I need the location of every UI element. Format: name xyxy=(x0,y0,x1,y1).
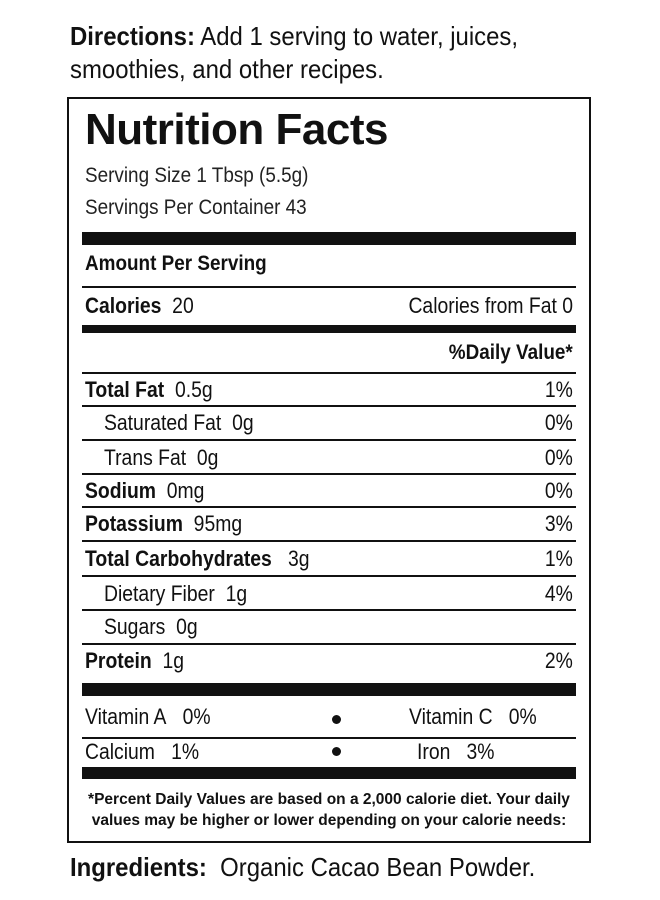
nutrient-dv: 0% xyxy=(545,410,573,435)
bullet-icon xyxy=(332,747,341,756)
nutrient-name: Dietary Fiber xyxy=(104,581,215,606)
nutrient-dv: 1% xyxy=(545,546,573,571)
calories-text xyxy=(85,293,194,319)
nutrient-row-saturated-fat xyxy=(82,406,576,438)
nutrient-amount: 1g xyxy=(162,648,185,673)
nutrient-dv: 3% xyxy=(545,511,573,536)
bullet-icon xyxy=(332,715,341,724)
directions-body: Add 1 serving to water, juices, smoothies, and other recipes. xyxy=(70,21,519,84)
thick-divider xyxy=(82,683,576,696)
nutrient-amount: 0g xyxy=(232,410,254,435)
nutrient-dv: 2% xyxy=(545,648,573,673)
nutrient-row-sugars xyxy=(82,610,576,642)
nutrient-amount: 0g xyxy=(176,614,198,639)
amount-per-serving: Amount Per Serving xyxy=(85,252,267,275)
divider xyxy=(82,286,576,288)
vitamin-dv: 0% xyxy=(182,704,211,729)
footnote xyxy=(82,789,576,831)
nutrient-amount: 3g xyxy=(287,546,310,571)
nutrient-row-protein xyxy=(82,644,576,676)
nutrient-row-total-carbohydrates xyxy=(82,542,576,574)
vitamin-dv: 1% xyxy=(171,739,200,764)
nutrient-label xyxy=(104,614,198,640)
nutrient-amount: 0.5g xyxy=(174,377,213,402)
nutrient-label xyxy=(104,445,218,471)
ingredients-heading: Ingredients: xyxy=(70,852,207,882)
vitamin-dv: 3% xyxy=(466,739,495,764)
nutrient-dv: 0% xyxy=(545,478,573,503)
medium-divider xyxy=(82,325,576,333)
daily-value-header: %Daily Value* xyxy=(449,341,573,364)
calories-label: Calories xyxy=(85,293,162,318)
vitamin-dv: 0% xyxy=(508,704,537,729)
iron xyxy=(417,739,494,765)
nutrient-row-trans-fat xyxy=(82,441,576,473)
thick-divider xyxy=(82,767,576,779)
nutrient-row-total-fat xyxy=(82,373,576,405)
directions-text xyxy=(70,20,548,86)
nutrient-name: Total Fat xyxy=(85,377,165,402)
nutrient-amount: 0g xyxy=(196,445,219,470)
vitamin-name: Calcium xyxy=(85,739,155,764)
nutrient-name: Trans Fat xyxy=(104,445,187,470)
vitamin-name: Iron xyxy=(417,739,451,764)
vitamin-c xyxy=(409,704,537,730)
nutrient-name: Protein xyxy=(85,648,152,673)
nutrient-dv: 1% xyxy=(545,377,573,402)
nutrient-label xyxy=(104,581,247,607)
nutrient-amount: 1g xyxy=(225,581,248,606)
nutrient-name: Potassium xyxy=(85,511,183,536)
footnote-line-1: *Percent Daily Values are based on a 2,000 calorie diet. Your daily xyxy=(88,791,570,808)
ingredients-text xyxy=(70,852,535,883)
nutrient-label xyxy=(85,511,242,537)
nutrient-row-dietary-fiber xyxy=(82,577,576,609)
vitamin-name: Vitamin C xyxy=(409,704,493,729)
calories-value: 20 xyxy=(172,293,194,318)
nutrient-label xyxy=(85,478,204,504)
nutrient-dv: 0% xyxy=(545,445,573,470)
nutrient-row-sodium xyxy=(82,474,576,506)
calories-from-fat: Calories from Fat 0 xyxy=(408,293,573,318)
calories-row xyxy=(82,289,576,321)
nutrient-name: Sugars xyxy=(104,614,166,639)
nutrient-name: Saturated Fat xyxy=(104,410,222,435)
nutrient-name: Total Carbohydrates xyxy=(85,546,272,571)
nutrient-label xyxy=(85,546,310,572)
nutrient-name: Sodium xyxy=(85,478,156,503)
vitamin-a xyxy=(85,704,211,730)
vitamin-name: Vitamin A xyxy=(85,704,167,729)
calcium xyxy=(85,739,199,765)
nutrient-label xyxy=(85,377,213,403)
nutrient-amount: 95mg xyxy=(193,511,243,536)
panel-title: Nutrition Facts xyxy=(85,105,388,154)
nutrient-label xyxy=(85,648,184,674)
nutrition-facts-panel xyxy=(67,97,591,843)
nutrient-dv: 4% xyxy=(545,581,573,606)
thick-divider xyxy=(82,232,576,245)
ingredients-body: Organic Cacao Bean Powder. xyxy=(206,852,536,882)
servings-per-container: Servings Per Container 43 xyxy=(85,196,307,219)
nutrient-row-potassium xyxy=(82,507,576,539)
nutrient-label xyxy=(104,410,254,436)
footnote-line-2: values may be higher or lower depending on your calorie needs: xyxy=(91,812,567,829)
serving-size: Serving Size 1 Tbsp (5.5g) xyxy=(85,164,309,187)
nutrient-amount: 0mg xyxy=(166,478,205,503)
directions-heading: Directions: xyxy=(70,21,195,51)
